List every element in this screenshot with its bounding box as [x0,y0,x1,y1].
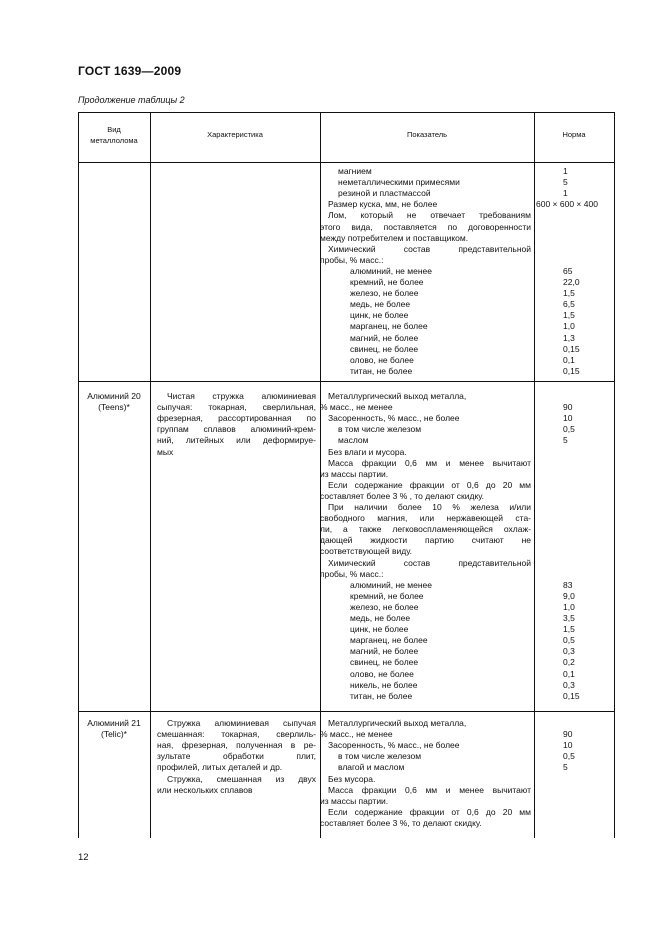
norm-value: 1 [563,166,568,176]
indicator-line: из массы партии. [320,468,389,479]
indicator-line: ли, а также легковоспламеняющейся охлаж- [320,524,531,535]
norm-value: 0,15 [563,365,580,376]
column-divider [150,112,151,838]
indicator-line: магнием [338,166,372,176]
indicator-line: пробы, % масс.: [320,568,384,579]
indicator-line: железо, не более [350,288,419,299]
indicator-line: пробы, % масс.: [320,254,384,265]
indicator-line: При наличии более 10 % железа и/или [328,502,531,512]
norm-value: 0,1 [563,668,575,679]
norm-value: 1,3 [563,332,575,343]
indicator-line: Химический состав представительной [328,557,531,568]
norm-value: 3,5 [563,613,575,623]
indicator-line: Масса фракции 0,6 мм и менее вычитают [328,784,531,795]
indicator-line: маслом [338,435,369,446]
scrap-kind-label: Алюминий 21 [87,718,141,728]
norm-value: 600 × 600 × 400 [536,199,598,210]
indicator-line: марганец, не более [350,321,428,332]
characteristic-line: или нескольких сплавов [157,784,253,795]
indicator-line: никель, не более [350,679,418,690]
indicator-line: алюминий, не менее [350,265,432,276]
indicator-line: свинец, не более [350,657,419,668]
table-right-border [614,112,615,838]
norm-value: 0,3 [563,646,575,657]
norm-value: 1,5 [563,624,575,635]
indicator-line: Лом, который не отвечает требованиям [328,210,531,221]
indicator-line: в том числе железом [338,424,422,435]
indicator-line: титан, не более [350,365,413,376]
indicator-line: резиной и пластмассой [338,188,431,199]
indicator-line: Химический состав представительной [328,243,531,254]
indicator-line: % масс., не менее [320,402,393,413]
norm-value: 1,0 [563,321,575,332]
norm-value: 9,0 [563,590,575,601]
characteristic-line: профилей, литых деталей и др. [157,762,283,773]
characteristic-line: сыпучая: токарная, сверлильная, [157,402,316,413]
indicator-line: свинец, не более [350,343,419,354]
norm-value: 0,2 [563,657,575,668]
indicator-line: в том числе железом [338,751,422,762]
norm-value: 90 [563,402,573,413]
column-header-indicator: Показатель [406,130,448,139]
indicator-line: составляет более 3 %, то делают скидку. [320,817,482,828]
indicator-line: магний, не более [350,646,419,657]
indicator-line: медь, не более [350,613,411,623]
norm-value: 0,1 [563,354,575,365]
norm-value: 22,0 [563,277,580,287]
indicator-line: цинк, не более [350,624,409,635]
indicator-line: алюминий, не менее [350,579,432,590]
indicator-line: кремний, не более [350,277,424,287]
norm-value: 0,15 [563,343,580,354]
indicator-line: титан, не более [350,690,413,701]
norm-value: 65 [563,265,573,276]
norm-value: 90 [563,729,573,740]
characteristic-line: ная, фрезерная, полученная в ре- [157,740,316,751]
indicator-line: Без влаги и мусора. [328,446,407,457]
indicator-line: Засоренность, % масс., не более [328,413,460,424]
indicator-line: влагой и маслом [338,762,405,773]
indicator-line: Размер куска, мм, не более [328,199,438,210]
table-left-border [78,112,79,838]
norm-value: 10 [563,740,573,751]
norm-value: 0,5 [563,635,575,646]
indicator-line: медь, не более [350,299,411,310]
norm-value: 83 [563,579,573,590]
indicator-line: дающей жидкости партию считают не [320,535,531,546]
norm-value: 0,5 [563,424,575,435]
indicator-line: % масс., не менее [320,729,393,740]
scrap-kind-label: Алюминий 20 [87,391,141,401]
characteristic-line: фрезерная, рассортированная по [157,413,316,424]
indicator-line: Масса фракции 0,6 мм и менее вычитают [328,457,531,468]
norm-value: 5 [563,177,568,188]
indicator-line: между потребителем и поставщиком. [320,232,469,243]
table-continuation-caption: Продолжение таблицы 2 [78,95,185,105]
indicator-line: неметаллическими примесями [338,177,460,188]
characteristic-line: мых [157,446,174,457]
indicator-line: магний, не более [350,332,419,343]
norm-value: 0,15 [563,690,580,701]
page-number: 12 [78,852,89,863]
norm-value: 0,3 [563,679,575,690]
indicator-line: Металлургический выход металла, [328,718,467,728]
characteristic-line: ний, литейных или деформируе- [157,435,316,446]
norm-value: 5 [563,435,568,446]
column-header-kind: Вид металлолома [90,125,138,145]
indicator-line: цинк, не более [350,310,409,321]
indicator-line: этого вида, поставляется по договоренности [320,221,531,232]
norm-value: 1,5 [563,310,575,321]
norm-value: 1,0 [563,601,575,612]
indicator-line: соответствующей виду. [320,546,412,557]
indicator-line: Засоренность, % масс., не более [328,740,460,751]
indicator-line: олово, не более [350,354,414,365]
column-header-characteristic: Характеристика [207,130,263,139]
norm-value: 0,5 [563,751,575,762]
indicator-line: кремний, не более [350,590,424,601]
characteristic-line: Чистая стружка алюминиевая [167,391,316,401]
indicator-line: из массы партии. [320,795,389,806]
characteristic-line: зультате обработки плит, [157,751,316,762]
scrap-kind-label: (Teens)* [98,402,130,413]
characteristic-line: Стружка алюминиевая сыпучая [167,718,316,728]
indicator-line: марганец, не более [350,635,428,646]
document-title: ГОСТ 1639—2009 [78,64,182,78]
norm-value: 1,5 [563,288,575,299]
indicator-line: олово, не более [350,668,414,679]
characteristic-line: Стружка, смешанная из двух [167,773,316,784]
indicator-line: Если содержание фракции от 0,6 до 20 мм [328,479,531,490]
norm-value: 6,5 [563,299,575,310]
norm-value: 10 [563,413,573,424]
norm-value: 1 [563,188,568,199]
indicator-line: Без мусора. [328,773,376,784]
indicator-line: свободного магния, или нержавеющей ста- [320,513,531,524]
characteristic-line: группам сплавов алюминий-крем- [157,424,316,435]
column-divider [534,112,535,838]
indicator-line: Если содержание фракции от 0,6 до 20 мм [328,806,531,817]
indicator-line: железо, не более [350,601,419,612]
norm-value: 5 [563,762,568,773]
indicator-line: Металлургический выход металла, [328,391,467,401]
scrap-kind-label: (Telic)* [101,729,127,740]
column-header-norm: Норма [562,130,586,139]
indicator-line: составляет более 3 % , то делают скидку. [320,490,485,501]
characteristic-line: смешанная: токарная, сверлиль- [157,729,316,740]
